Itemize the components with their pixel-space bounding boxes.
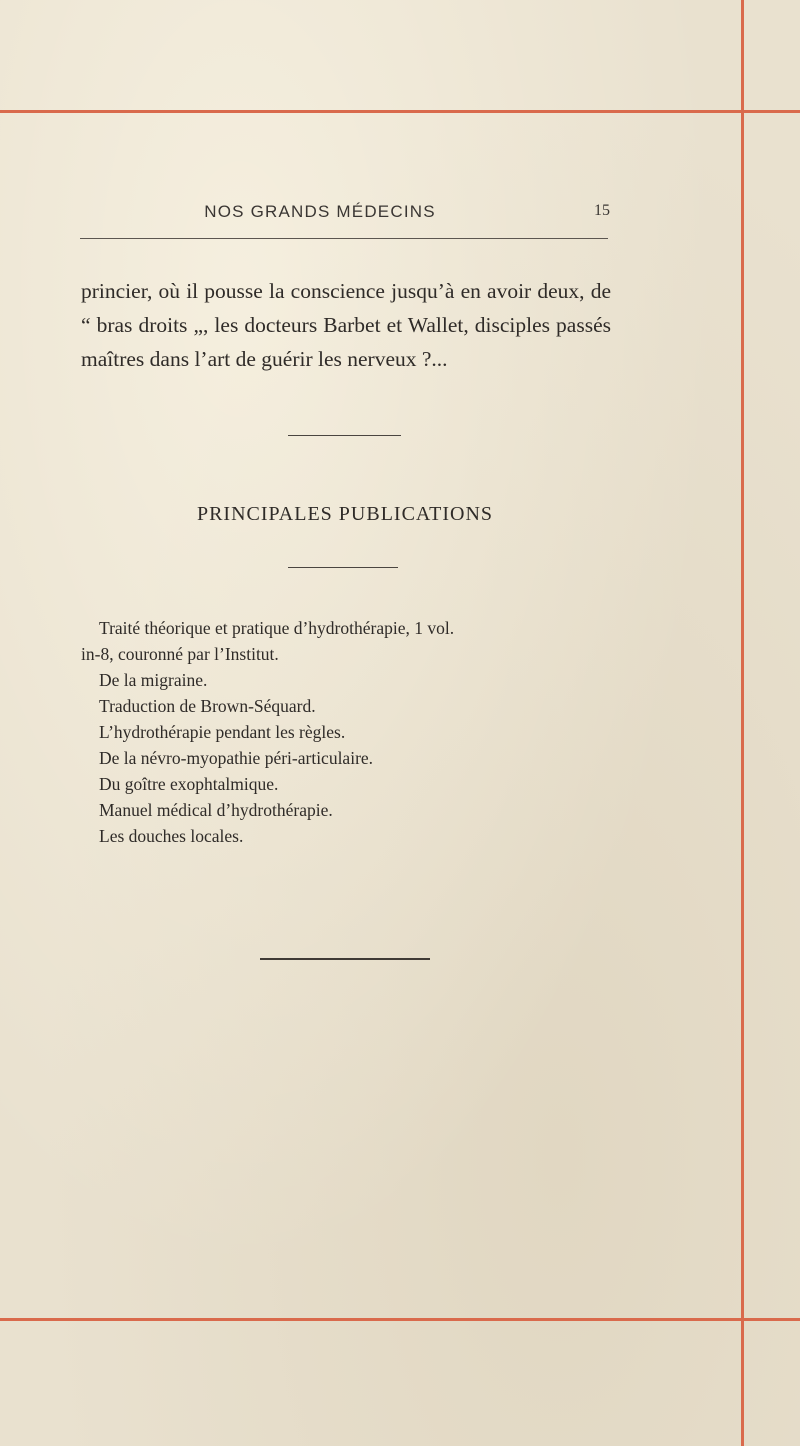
publication-item: Manuel médical d’hydrothérapie. <box>99 800 333 820</box>
page-number: 15 <box>594 202 610 219</box>
end-rule <box>260 958 430 960</box>
publication-item <box>81 615 621 667</box>
section-heading: PRINCIPALES PUBLICATIONS <box>196 503 494 525</box>
publication-item: L’hydrothérapie pendant les règles. <box>99 722 346 742</box>
publication-item: Traduction de Brown-Séquard. <box>99 696 316 716</box>
publication-item: De la migraine. <box>99 670 208 690</box>
publications-list <box>81 615 621 849</box>
publication-title-continuation: in-8, couronné par l’Institut. <box>81 644 279 664</box>
publication-title: Traité théorique et pratique d’hydrothérapie, 1 vol. <box>99 618 455 638</box>
section-divider-bottom <box>288 567 398 568</box>
publication-item: De la névro-myopathie péri-articulaire. <box>99 748 374 768</box>
body-paragraph: princier, où il pousse la conscience jusqu’à en avoir deux, de “ bras droits „, les docteurs Barbet et Wallet, disciples passés maîtres dans l’art de guérir les nerveux ?... <box>81 279 611 371</box>
right-border-rule <box>741 0 744 1446</box>
running-head-title: NOS GRANDS MÉDECINS <box>204 202 436 221</box>
bottom-border-rule <box>0 1318 800 1321</box>
section-divider-top <box>288 435 401 436</box>
top-border-rule <box>0 110 800 113</box>
publication-item: Du goître exophtalmique. <box>99 774 279 794</box>
publication-item: Les douches locales. <box>99 826 244 846</box>
running-head <box>80 202 612 232</box>
running-head-rule <box>80 238 608 239</box>
